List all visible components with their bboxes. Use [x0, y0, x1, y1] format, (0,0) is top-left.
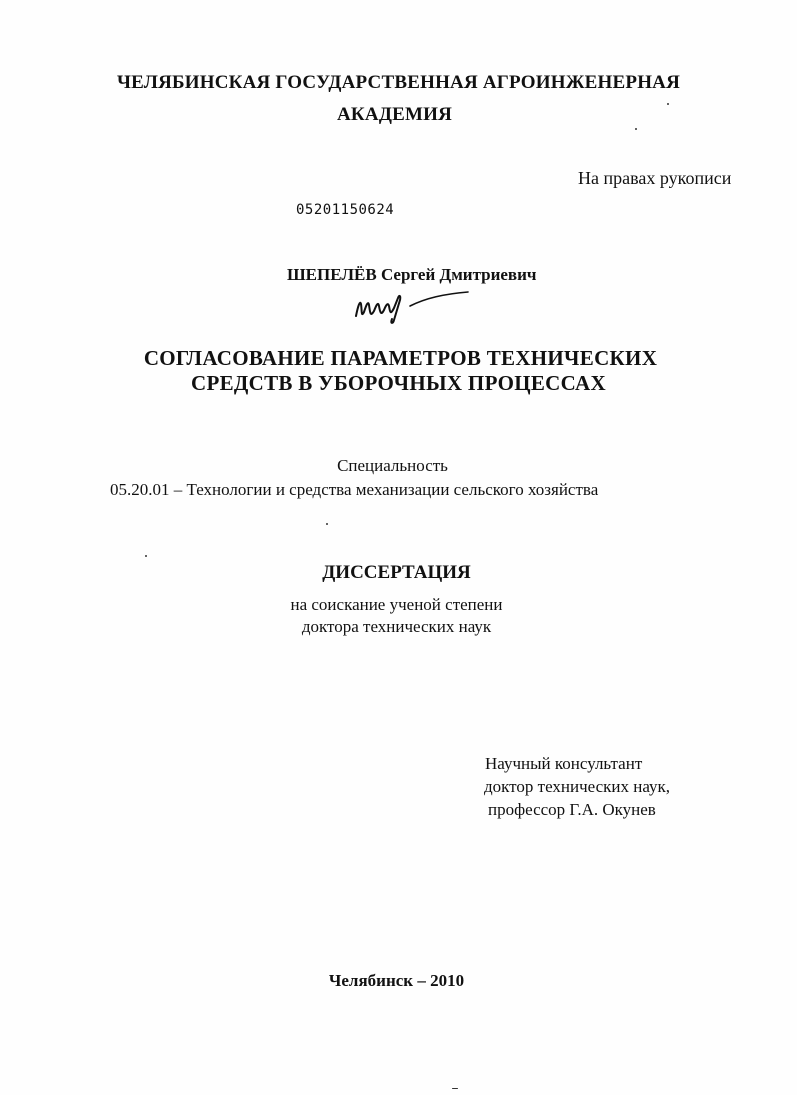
degree-line1: на соискание ученой степени [290, 595, 503, 614]
scan-speck [667, 103, 669, 105]
city-year: Челябинск – 2010 [328, 971, 465, 990]
scan-speck [326, 523, 328, 525]
consultant-role: Научный консультант [485, 754, 643, 773]
dissertation-title-line1: СОГЛАСОВАНИЕ ПАРАМЕТРОВ ТЕХНИЧЕСКИХ [143, 346, 658, 370]
scan-speck [145, 555, 147, 557]
author-name: ШЕПЕЛЁВ Сергей Дмитриевич [287, 265, 537, 284]
institution-name-line1: ЧЕЛЯБИНСКАЯ ГОСУДАРСТВЕННАЯ АГРОИНЖЕНЕРНАЯ [116, 72, 681, 93]
degree-line2: доктора технических наук [301, 617, 492, 636]
registration-code: 05201150624 [296, 202, 395, 218]
scan-speck [452, 1088, 458, 1089]
rights-note: На правах рукописи [578, 168, 732, 188]
dissertation-title-line2: СРЕДСТВ В УБОРОЧНЫХ ПРОЦЕССАХ [191, 371, 606, 395]
signature-image [352, 286, 476, 328]
specialty-label: Специальность [337, 456, 448, 475]
document-type: ДИССЕРТАЦИЯ [322, 562, 471, 583]
consultant-degree: доктор технических наук, [484, 777, 671, 796]
scan-speck [635, 128, 637, 130]
specialty-value: 05.20.01 – Технологии и средства механизации сельского хозяйства [110, 480, 599, 499]
institution-name-line2: АКАДЕМИЯ [337, 104, 452, 125]
consultant-name: профессор Г.А. Окунев [488, 800, 656, 819]
